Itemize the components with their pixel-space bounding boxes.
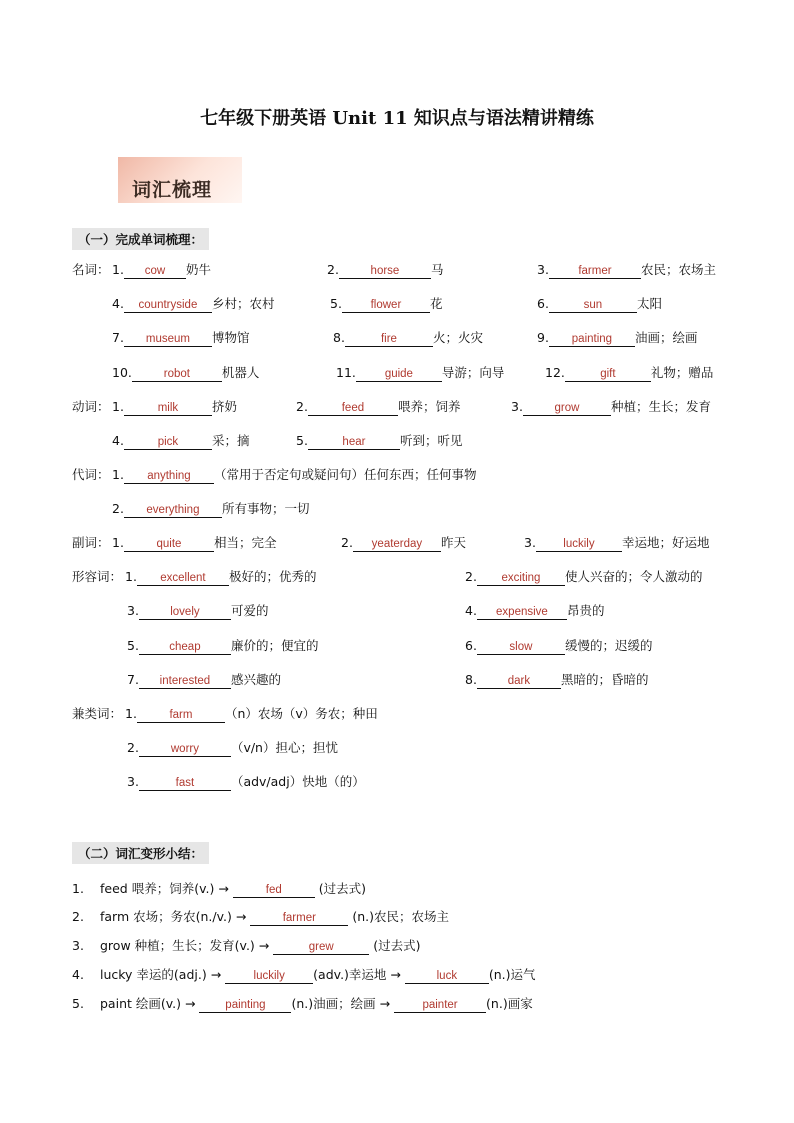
- answer-blank[interactable]: luck: [405, 969, 489, 984]
- answer-blank[interactable]: sun: [549, 298, 637, 313]
- answer-blank[interactable]: farmer: [250, 911, 348, 926]
- answer-blank[interactable]: flower: [342, 298, 430, 313]
- answer-blank[interactable]: anything: [124, 469, 214, 484]
- vocab-item: 1. farm （n）农场（v）务农；种田: [125, 706, 378, 721]
- answer-blank[interactable]: painting: [549, 332, 635, 347]
- answer-blank[interactable]: cheap: [139, 640, 231, 655]
- answer-blank[interactable]: exciting: [477, 571, 565, 586]
- section1-heading: （一）完成单词梳理：: [72, 228, 209, 250]
- vocab-item: 2. yeaterday 昨天: [341, 535, 466, 550]
- answer-blank[interactable]: feed: [308, 401, 398, 416]
- vocab-item: 7. museum 博物馆: [112, 330, 250, 345]
- transform-item: 5. paint 绘画(v.) → painting (n.)油画；绘画 → painter (n.)画家: [72, 996, 533, 1011]
- vocab-item: 9. painting 油画；绘画: [537, 330, 698, 345]
- adjectives-label: 形容词：: [72, 569, 123, 584]
- answer-blank[interactable]: fed: [233, 883, 315, 898]
- answer-blank[interactable]: quite: [124, 537, 214, 552]
- answer-blank[interactable]: dark: [477, 674, 561, 689]
- vocab-item: 1. milk 挤奶: [112, 399, 237, 414]
- answer-blank[interactable]: cow: [124, 264, 186, 279]
- answer-blank[interactable]: lovely: [139, 605, 231, 620]
- vocab-item: 1. anything （常用于否定句或疑问句）任何东西；任何事物: [112, 467, 477, 482]
- vocab-item: 4. expensive 昂贵的: [465, 603, 605, 618]
- vocab-item: 7. interested 感兴趣的: [127, 672, 281, 687]
- vocab-item: 8. fire 火；火灾: [333, 330, 483, 345]
- vocab-item: 2. worry （v/n）担心；担忧: [127, 740, 338, 755]
- vocab-item: 2. horse 马: [327, 262, 444, 277]
- vocab-item: 2. feed 喂养；饲养: [296, 399, 461, 414]
- answer-blank[interactable]: farm: [137, 708, 225, 723]
- vocab-item: 1. cow 奶牛: [112, 262, 211, 277]
- transform-item: 3. grow 种植；生长；发育(v.) → grew (过去式): [72, 938, 421, 953]
- vocab-item: 10. robot 机器人: [112, 365, 260, 380]
- vocab-item: 8. dark 黑暗的；昏暗的: [465, 672, 649, 687]
- answer-blank[interactable]: luckily: [225, 969, 313, 984]
- section2-heading: （二）词汇变形小结：: [72, 842, 209, 864]
- vocab-item: 12. gift 礼物；赠品: [545, 365, 714, 380]
- answer-blank[interactable]: yeaterday: [353, 537, 441, 552]
- pronouns-label: 代词：: [72, 467, 110, 482]
- answer-blank[interactable]: milk: [124, 401, 212, 416]
- transform-item: 2. farm 农场；务农(n./v.) → farmer (n.)农民；农场主: [72, 909, 449, 924]
- answer-blank[interactable]: pick: [124, 435, 212, 450]
- adverbs-label: 副词：: [72, 535, 110, 550]
- vocab-item: 5. flower 花: [330, 296, 443, 311]
- vocab-item: 1. excellent 极好的；优秀的: [125, 569, 317, 584]
- vocab-item: 1. quite 相当；完全: [112, 535, 277, 550]
- answer-blank[interactable]: excellent: [137, 571, 229, 586]
- answer-blank[interactable]: interested: [139, 674, 231, 689]
- answer-blank[interactable]: grew: [273, 940, 369, 955]
- answer-blank[interactable]: gift: [565, 367, 651, 382]
- vocab-item: 4. countryside 乡村；农村: [112, 296, 275, 311]
- answer-blank[interactable]: everything: [124, 503, 222, 518]
- vocab-item: 5. cheap 廉价的；便宜的: [127, 638, 319, 653]
- banner-label: 词汇梳理: [132, 179, 213, 201]
- vocab-item: 3. lovely 可爱的: [127, 603, 269, 618]
- answer-blank[interactable]: grow: [523, 401, 611, 416]
- answer-blank[interactable]: luckily: [536, 537, 622, 552]
- transform-item: 1. feed 喂养；饲养(v.) → fed (过去式): [72, 881, 367, 896]
- answer-blank[interactable]: horse: [339, 264, 431, 279]
- answer-blank[interactable]: farmer: [549, 264, 641, 279]
- answer-blank[interactable]: painting: [199, 998, 291, 1013]
- transform-item: 4. lucky 幸运的(adj.) → luckily (adv.)幸运地 → luck (n.)运气: [72, 967, 536, 982]
- answer-blank[interactable]: painter: [394, 998, 486, 1013]
- answer-blank[interactable]: expensive: [477, 605, 567, 620]
- vocab-item: 2. exciting 使人兴奋的；令人激动的: [465, 569, 703, 584]
- answer-blank[interactable]: fire: [345, 332, 433, 347]
- vocab-item: 3. farmer 农民；农场主: [537, 262, 716, 277]
- answer-blank[interactable]: slow: [477, 640, 565, 655]
- answer-blank[interactable]: hear: [308, 435, 400, 450]
- vocab-item: 6. slow 缓慢的；迟缓的: [465, 638, 653, 653]
- answer-blank[interactable]: museum: [124, 332, 212, 347]
- answer-blank[interactable]: robot: [132, 367, 222, 382]
- vocab-item: 5. hear 听到；听见: [296, 433, 463, 448]
- multi-label: 兼类词：: [72, 706, 123, 721]
- answer-blank[interactable]: fast: [139, 776, 231, 791]
- answer-blank[interactable]: countryside: [124, 298, 212, 313]
- vocab-item: 11. guide 导游；向导: [336, 365, 505, 380]
- vocab-item: 4. pick 采；摘: [112, 433, 250, 448]
- page-title: 七年级下册英语 Unit 11 知识点与语法精讲精练: [200, 108, 594, 129]
- vocab-item: 3. grow 种植；生长；发育: [511, 399, 711, 414]
- vocab-item: 6. sun 太阳: [537, 296, 662, 311]
- vocab-item: 3. luckily 幸运地；好运地: [524, 535, 710, 550]
- nouns-label: 名词：: [72, 262, 110, 277]
- vocab-item: 3. fast （adv/adj）快地（的）: [127, 774, 365, 789]
- vocab-item: 2. everything 所有事物；一切: [112, 501, 310, 516]
- section-banner: [118, 157, 242, 203]
- answer-blank[interactable]: guide: [356, 367, 442, 382]
- verbs-label: 动词：: [72, 399, 110, 414]
- answer-blank[interactable]: worry: [139, 742, 231, 757]
